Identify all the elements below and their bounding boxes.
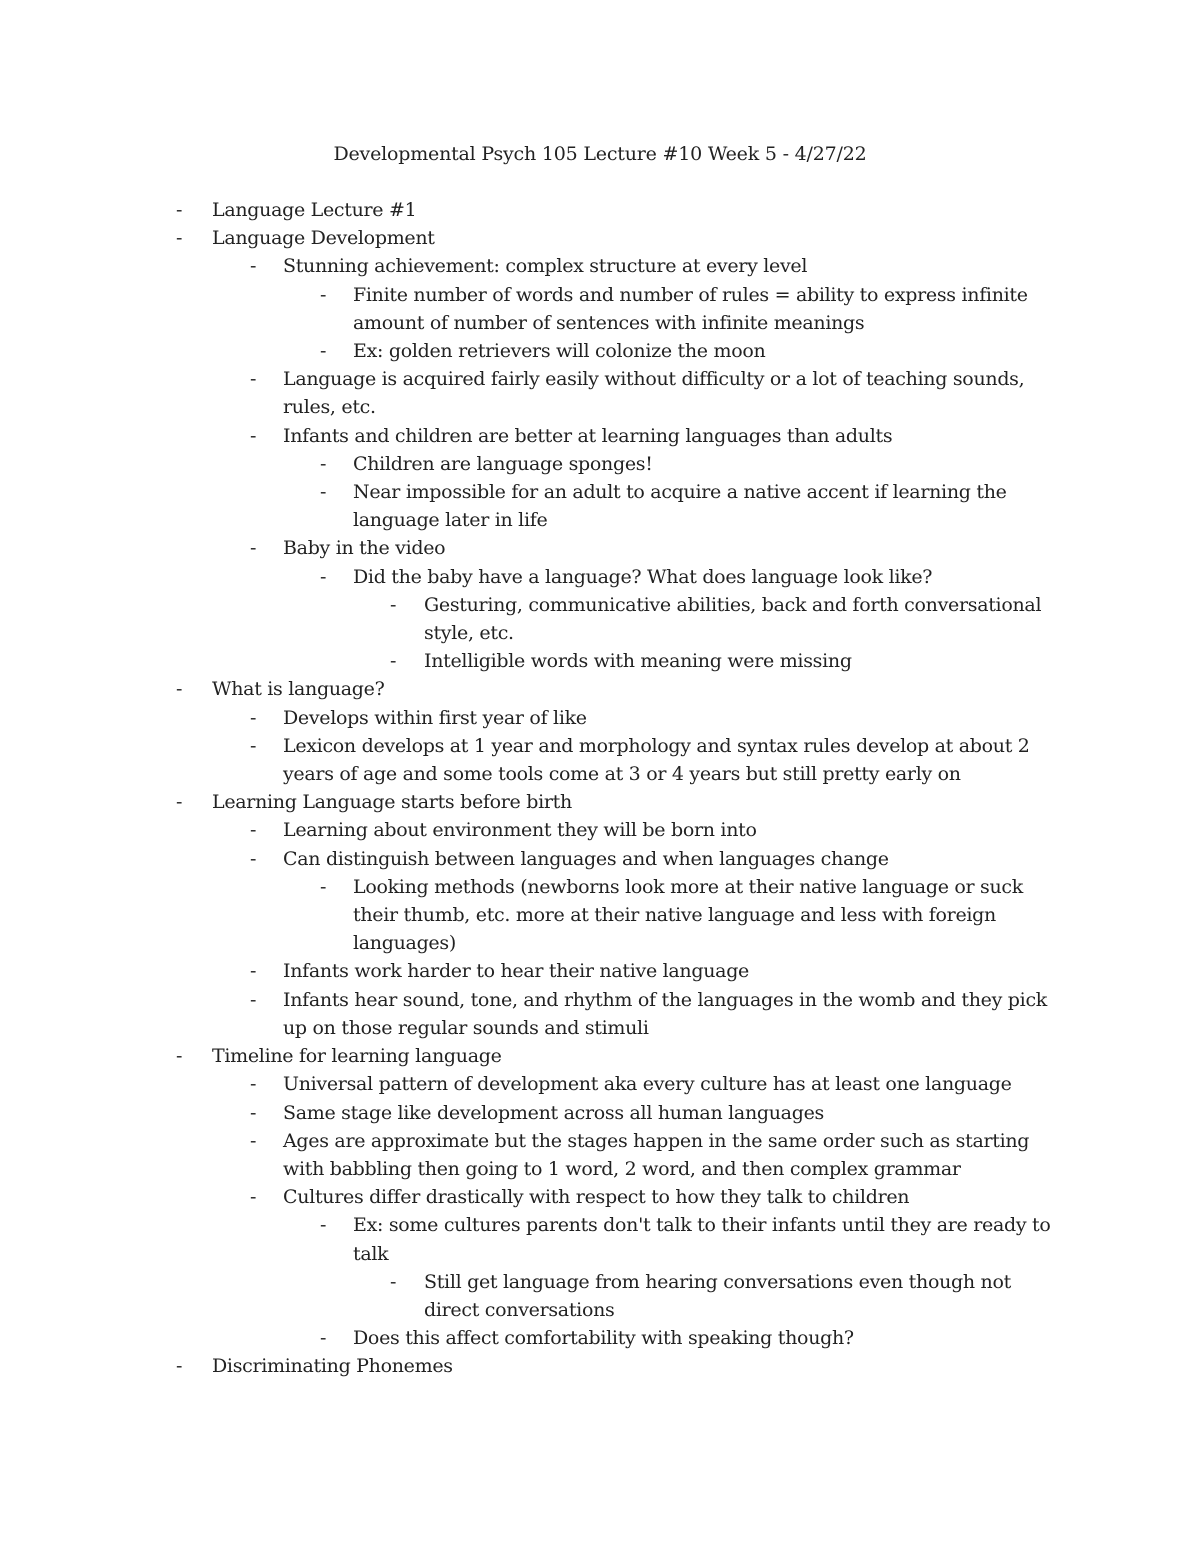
bullet-dash: - bbox=[390, 593, 397, 616]
list-item-text: Universal pattern of development aka every culture has at least one language bbox=[283, 1073, 1012, 1096]
list-item bbox=[0, 1268, 1200, 1324]
list-item bbox=[0, 563, 1200, 591]
list-item bbox=[0, 1070, 1200, 1098]
bullet-dash: - bbox=[250, 424, 257, 447]
list-item bbox=[0, 986, 1200, 1042]
list-item bbox=[0, 675, 1200, 703]
list-item-text: Language Lecture #1 bbox=[212, 199, 417, 221]
bullet-dash: - bbox=[250, 819, 257, 842]
bullet-dash: - bbox=[250, 368, 257, 391]
bullet-dash: - bbox=[250, 988, 257, 1011]
list-item-text: Looking methods (newborns look more at their native language or suck their thumb, etc. more at their native language and less with foreign languages) bbox=[353, 875, 1023, 955]
list-item-text: Same stage like development across all human languages bbox=[283, 1101, 824, 1124]
list-item bbox=[0, 816, 1200, 844]
bullet-dash: - bbox=[320, 1327, 327, 1350]
list-item-text: Lexicon develops at 1 year and morphology and syntax rules develop at about 2 years of age and some tools come at 3 or 4 years but still pretty early on bbox=[283, 734, 1030, 786]
list-item bbox=[0, 873, 1200, 958]
bullet-dash: - bbox=[250, 537, 257, 560]
list-item bbox=[0, 450, 1200, 478]
list-item bbox=[0, 252, 1200, 280]
list-item-text: Still get language from hearing conversations even though not direct conversations bbox=[424, 1270, 1011, 1321]
list-item-text: Does this affect comfortability with speaking though? bbox=[353, 1327, 854, 1350]
bullet-dash: - bbox=[250, 847, 257, 870]
list-item bbox=[0, 591, 1200, 647]
bullet-dash: - bbox=[250, 255, 257, 278]
bullet-dash: - bbox=[250, 734, 257, 757]
list-item bbox=[0, 1211, 1200, 1267]
list-item bbox=[0, 1183, 1200, 1211]
bullet-dash: - bbox=[320, 340, 327, 363]
list-item-text: Language Development bbox=[212, 227, 435, 250]
bullet-dash: - bbox=[176, 227, 183, 250]
bullet-list bbox=[0, 196, 1200, 1381]
bullet-dash: - bbox=[320, 481, 327, 504]
list-item bbox=[0, 281, 1200, 337]
list-item bbox=[0, 534, 1200, 562]
list-item-text: Learning Language starts before birth bbox=[212, 791, 572, 814]
bullet-dash: - bbox=[390, 1270, 397, 1293]
list-item-text: Develops within first year of like bbox=[283, 706, 587, 729]
list-item-text: Stunning achievement: complex structure at every level bbox=[283, 255, 808, 278]
list-item-text: Infants work harder to hear their native language bbox=[283, 960, 750, 983]
list-item bbox=[0, 1042, 1200, 1070]
bullet-dash: - bbox=[250, 1129, 257, 1152]
list-item-text: Infants and children are better at learning languages than adults bbox=[283, 424, 893, 447]
bullet-dash: - bbox=[250, 1186, 257, 1209]
list-item-text: Timeline for learning language bbox=[212, 1045, 502, 1068]
bullet-dash: - bbox=[250, 1073, 257, 1096]
bullet-dash: - bbox=[176, 199, 183, 221]
list-item-text: Ex: golden retrievers will colonize the moon bbox=[353, 340, 766, 363]
list-item bbox=[0, 224, 1200, 252]
bullet-dash: - bbox=[176, 1355, 183, 1378]
list-item bbox=[0, 957, 1200, 985]
list-item bbox=[0, 1099, 1200, 1127]
bullet-dash: - bbox=[320, 875, 327, 898]
list-item-text: Finite number of words and number of rules = ability to express infinite amount of number of sentences with infinite meanings bbox=[353, 283, 1028, 334]
list-item-text: Gesturing, communicative abilities, back and forth conversational style, etc. bbox=[424, 593, 1042, 645]
list-item-text: What is language? bbox=[212, 678, 385, 701]
list-item bbox=[0, 196, 1200, 224]
list-item bbox=[0, 704, 1200, 732]
list-item-text: Near impossible for an adult to acquire a native accent if learning the language later in life bbox=[353, 481, 1007, 532]
list-item-text: Children are language sponges! bbox=[353, 452, 653, 475]
list-item bbox=[0, 1324, 1200, 1352]
list-item-text: Language is acquired fairly easily without difficulty or a lot of teaching sounds, rules, etc. bbox=[283, 368, 1025, 419]
page-title: Developmental Psych 105 Lecture #10 Week 5 - 4/27/22 bbox=[333, 143, 867, 165]
list-item-text: Baby in the video bbox=[283, 537, 446, 560]
list-item bbox=[0, 422, 1200, 450]
list-item bbox=[0, 788, 1200, 816]
bullet-dash: - bbox=[250, 706, 257, 729]
list-item-text: Cultures differ drastically with respect to how they talk to children bbox=[283, 1186, 910, 1209]
list-item bbox=[0, 732, 1200, 788]
bullet-dash: - bbox=[320, 452, 327, 475]
list-item-text: Did the baby have a language? What does language look like? bbox=[353, 565, 933, 588]
list-item bbox=[0, 365, 1200, 421]
list-item-text: Ex: some cultures parents don't talk to their infants until they are ready to talk bbox=[353, 1214, 1051, 1265]
list-item bbox=[0, 647, 1200, 675]
list-item-text: Intelligible words with meaning were missing bbox=[424, 650, 852, 673]
bullet-dash: - bbox=[250, 960, 257, 983]
bullet-dash: - bbox=[320, 283, 327, 306]
bullet-dash: - bbox=[320, 565, 327, 588]
list-item bbox=[0, 337, 1200, 365]
bullet-dash: - bbox=[176, 1045, 183, 1068]
list-item-text: Ages are approximate but the stages happen in the same order such as starting with babbling then going to 1 word, 2 word, and then complex grammar bbox=[283, 1129, 1030, 1180]
list-item bbox=[0, 1127, 1200, 1183]
bullet-dash: - bbox=[250, 1101, 257, 1124]
list-item bbox=[0, 1352, 1200, 1380]
list-item bbox=[0, 845, 1200, 873]
bullet-dash: - bbox=[390, 650, 397, 673]
list-item-text: Discriminating Phonemes bbox=[212, 1355, 453, 1378]
list-item-text: Learning about environment they will be born into bbox=[283, 819, 757, 842]
bullet-dash: - bbox=[176, 791, 183, 814]
list-item-text: Can distinguish between languages and when languages change bbox=[283, 847, 889, 870]
list-item bbox=[0, 478, 1200, 534]
bullet-dash: - bbox=[320, 1214, 327, 1237]
bullet-dash: - bbox=[176, 678, 183, 701]
list-item-text: Infants hear sound, tone, and rhythm of the languages in the womb and they pick up on those regular sounds and stimuli bbox=[283, 988, 1047, 1039]
